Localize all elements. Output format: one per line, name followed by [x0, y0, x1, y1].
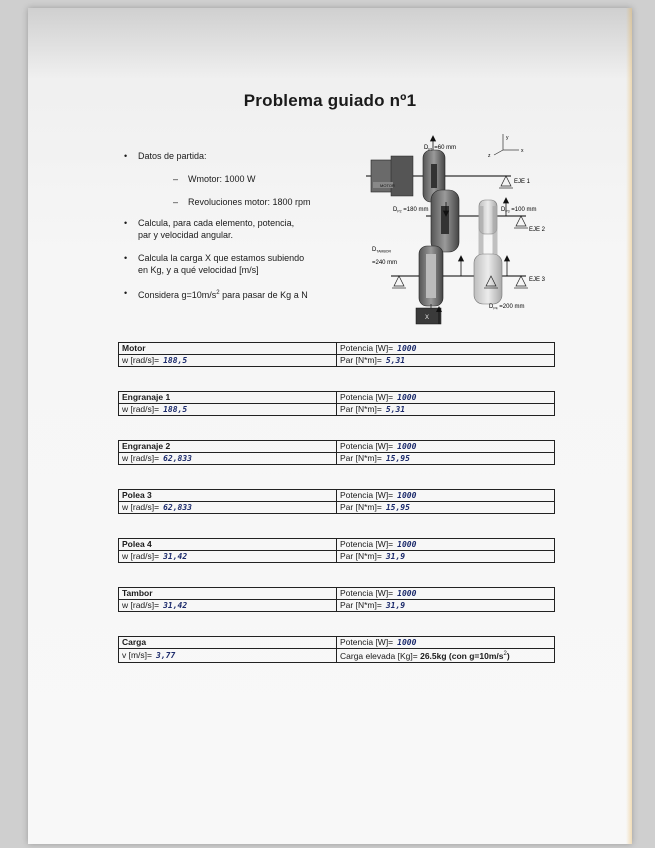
- bullet-text: Calcula, para cada elemento, potencia,: [138, 218, 295, 228]
- gear-2-icon: [431, 190, 459, 252]
- bullet-carga: [124, 252, 305, 276]
- table-engranaje-2: [118, 440, 555, 465]
- handwritten-value: 15,95: [385, 503, 410, 512]
- load-label: X: [425, 315, 430, 321]
- potencia-cell: Potencia [W]= 1000: [337, 392, 555, 404]
- handwritten-value: 5,31: [385, 356, 406, 365]
- par-cell: Par [N*m]= 31,9: [337, 551, 555, 563]
- eje-2-label: EJE 2: [529, 227, 546, 233]
- dtambor-value: =240 mm: [372, 260, 398, 266]
- bullet-datos: [124, 150, 207, 162]
- element-name: Polea 4: [119, 539, 337, 551]
- eje-1-label: EJE 1: [514, 179, 531, 185]
- carga-value: 26.5kg (con g=10m/s: [417, 650, 504, 661]
- omega-cell: w [rad/s]= 62,833: [119, 502, 337, 514]
- handwritten-value: 3,77: [156, 650, 176, 660]
- bullet-text: Calcula la carga X que estamos subiendo: [138, 253, 305, 263]
- element-name: Tambor: [119, 588, 337, 600]
- dash-mark: –: [173, 174, 179, 184]
- par-cell: Par [N*m]= 31,9: [337, 600, 555, 612]
- handwritten-value: 5,31: [385, 405, 406, 414]
- motor-label: MOTOR: [380, 183, 395, 188]
- dp2-label: $D_{P2} =180$ mm: [393, 207, 429, 214]
- carga-value-end: ): [506, 650, 510, 661]
- mechanism-diagram: [331, 135, 546, 326]
- element-name: Engranaje 2: [119, 441, 337, 453]
- axis-x-label: x: [521, 148, 524, 154]
- bullet-text: Wmotor: 1000 W: [188, 174, 256, 184]
- carga-elevada-cell: Carga elevada [Kg]= 26.5kg (con $g=10m/s^2$): [337, 649, 555, 663]
- superscript: 2: [216, 290, 220, 296]
- dp1-label: $D_{P1} =60$ mm: [424, 145, 457, 152]
- table-carga: [118, 636, 555, 663]
- superscript: 2: [503, 651, 507, 657]
- bullet-dot: •: [124, 218, 128, 228]
- bullet-text: en Kg, y a qué velocidad [m/s]: [138, 265, 259, 275]
- bullet-text: Datos de partida:: [138, 151, 207, 161]
- table-tambor: [118, 587, 555, 612]
- handwritten-value: 1000: [397, 540, 417, 549]
- handwritten-value: 62,833: [163, 503, 192, 512]
- bullet-considera: [124, 287, 308, 301]
- dtambor-label: $D_{TAMBOR}$: [372, 247, 392, 254]
- potencia-cell: Potencia [W]= 1000: [337, 441, 555, 453]
- omega-cell: w [rad/s]= 31,42: [119, 551, 337, 563]
- omega-cell: w [rad/s]= 62,833: [119, 453, 337, 465]
- table-polea-3: [118, 489, 555, 514]
- page-title: Problema guiado nº1: [243, 91, 417, 110]
- table-polea-4: [118, 538, 555, 563]
- handwritten-value: 62,833: [163, 454, 192, 463]
- pulley-4-icon: [474, 254, 502, 304]
- bullet-text: Revoluciones motor: 1800 rpm: [188, 197, 311, 207]
- bullet-rev: [173, 196, 311, 208]
- table-engranaje-1: [118, 391, 555, 416]
- table-motor: [118, 342, 555, 367]
- motor-icon: [371, 156, 413, 196]
- element-name: Carga: [119, 637, 337, 649]
- handwritten-value: 1000: [397, 589, 417, 598]
- dash-mark: –: [173, 197, 179, 207]
- handwritten-value: 31,9: [385, 552, 406, 561]
- par-cell: Par [N*m]= 15,95: [337, 453, 555, 465]
- axis-y-label: y: [506, 135, 509, 141]
- bullet-wmotor: [173, 173, 256, 185]
- handwritten-value: 15,95: [385, 454, 410, 463]
- par-cell: Par [N*m]= 5,31: [337, 355, 555, 367]
- load-icon: [416, 304, 442, 324]
- element-name: Motor: [119, 343, 337, 355]
- element-name: Engranaje 1: [119, 392, 337, 404]
- dp4-label: $D_{P4} =200$ mm: [489, 304, 525, 311]
- potencia-cell: Potencia [W]= 1000: [337, 637, 555, 649]
- bullet-dot: •: [124, 151, 128, 161]
- omega-cell: w [rad/s]= 188,5: [119, 404, 337, 416]
- document-page: [28, 8, 632, 844]
- element-name: Polea 3: [119, 490, 337, 502]
- bullet-dot: •: [124, 253, 128, 263]
- handwritten-value: 1000: [397, 638, 417, 647]
- bullet-text: Considera g=10m/s: [138, 290, 217, 300]
- handwritten-value: 1000: [397, 393, 417, 402]
- bullet-calcula: [124, 217, 295, 241]
- potencia-cell: Potencia [W]= 1000: [337, 588, 555, 600]
- handwritten-value: 31,9: [385, 601, 406, 610]
- handwritten-value: 1000: [397, 442, 417, 451]
- velocity-cell: v [m/s]= 3,77: [119, 649, 337, 663]
- bullet-text: para pasar de Kg a N: [219, 290, 308, 300]
- axis-z-label: z: [488, 153, 491, 159]
- bullet-dot: •: [124, 288, 128, 298]
- potencia-cell: Potencia [W]= 1000: [337, 539, 555, 551]
- handwritten-value: 1000: [397, 491, 417, 500]
- potencia-cell: Potencia [W]= 1000: [337, 490, 555, 502]
- dp3-label: $D_{P3} =100$ mm: [501, 207, 537, 214]
- axes-icon: [488, 134, 524, 159]
- handwritten-value: 31,42: [163, 552, 188, 561]
- handwritten-value: 188,5: [163, 405, 188, 414]
- handwritten-value: 1000: [397, 344, 417, 353]
- handwritten-value: 31,42: [163, 601, 188, 610]
- par-cell: Par [N*m]= 15,95: [337, 502, 555, 514]
- drum-icon: [419, 246, 443, 306]
- bullet-text: par y velocidad angular.: [138, 230, 234, 240]
- omega-cell: w [rad/s]= 31,42: [119, 600, 337, 612]
- par-cell: Par [N*m]= 5,31: [337, 404, 555, 416]
- omega-cell: w [rad/s]= 188,5: [119, 355, 337, 367]
- eje-3-label: EJE 3: [529, 277, 546, 283]
- potencia-cell: Potencia [W]= 1000: [337, 343, 555, 355]
- handwritten-value: 188,5: [163, 356, 188, 365]
